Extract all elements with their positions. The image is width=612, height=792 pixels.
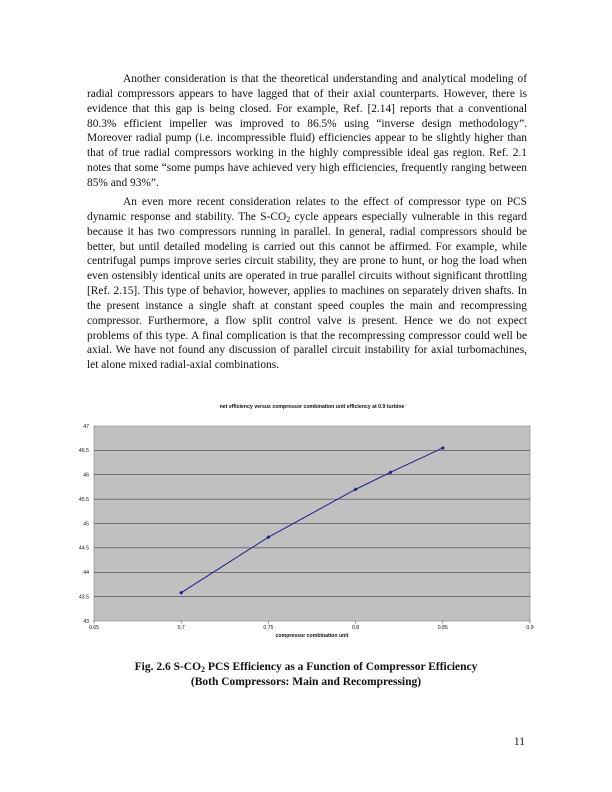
y-tick-label: 45.5 — [78, 496, 89, 503]
y-tick-label: 44.5 — [78, 545, 89, 552]
x-tick-label: 0.85 — [437, 625, 448, 631]
chart-svg — [75, 396, 539, 646]
paragraph-text-end: cycle appears especially vulnerable in this regard because it has two compressors running in parallel. In general, radial compressors should be better, but until detailed modeling is carried out this cannot be affirmed. For example, while centrifugal pumps improve series circuit stability, they are prone to hunt, or hog the load when even ostensibly identical units are operated in true parallel circuits without significant throttling [Ref. 2.15]. This type of behavior, however, applies to machines on separately driven shafts. In the present instance a single shaft at constant speed couples the main and recompressing compressor. Furthermore, a flow split control valve is present. Hence we do not expect problems of this type. A final complication is that the recompressing compressor could well be axial. We have not found any discussion of parallel circuit instability for axial turbomachines, let alone mixed radial-axial combinations. — [87, 210, 527, 372]
caption-subscript-2: 2 — [201, 665, 206, 674]
paragraph-text-start: An even more recent consideration relates to the effect of compressor type on PCS dynamic response and stability. The S-CO — [87, 196, 527, 223]
page-number: 11 — [513, 736, 525, 748]
paragraph-radial-modeling — [87, 72, 527, 191]
y-tick-label: 43.5 — [78, 594, 89, 601]
paragraph-text: Another consideration is that the theoretical understanding and analytical modeling of radial compressors appears to have lagged that of their axial counterparts. However, there is evidence that this gap is being closed. For example, Ref. [2.14] reports that a conventional 80.3% efficient impeller was improved to 86.5% using “inverse design methodology”. Moreover radial pump (i.e. incompressible fluid) efficiencies appear to be slightly higher than that of true radial compressors working in the highly compressible ideal gas region. Ref. 2.1 notes that some “some pumps have achieved very high efficiencies, frequently ranging between 85% and 93%”. — [87, 73, 527, 189]
figure-caption — [0, 660, 612, 690]
x-tick-label: 0.9 — [526, 625, 534, 631]
y-tick-label: 45 — [83, 521, 89, 528]
y-tick-label: 44 — [83, 570, 89, 577]
caption-line-1 — [0, 660, 612, 675]
paragraph-dynamic-response — [87, 195, 527, 373]
y-tick-label: 43 — [83, 618, 89, 625]
subscript-2: 2 — [286, 214, 291, 224]
x-tick-label: 0.8 — [351, 625, 360, 631]
caption-line-1-start: Fig. 2.6 S-CO — [134, 661, 202, 673]
caption-line-2: (Both Compressors: Main and Recompressing) — [190, 676, 422, 688]
caption-line-1-end: PCS Efficiency as a Function of Compressor Efficiency — [205, 661, 478, 673]
y-tick-label: 47 — [83, 423, 89, 430]
x-tick-label: 0.7 — [177, 625, 185, 631]
x-tick-label: 0.65 — [88, 625, 100, 631]
y-tick-label: 46 — [83, 472, 89, 479]
x-axis-label: compressor combination unit — [275, 633, 349, 639]
y-tick-label: 46.5 — [78, 448, 89, 455]
x-tick-label: 0.75 — [263, 625, 274, 631]
chart-title: net efficiency versus compressor combination unit efficiency at 0.9 turbine — [219, 404, 405, 410]
efficiency-chart — [75, 396, 539, 646]
